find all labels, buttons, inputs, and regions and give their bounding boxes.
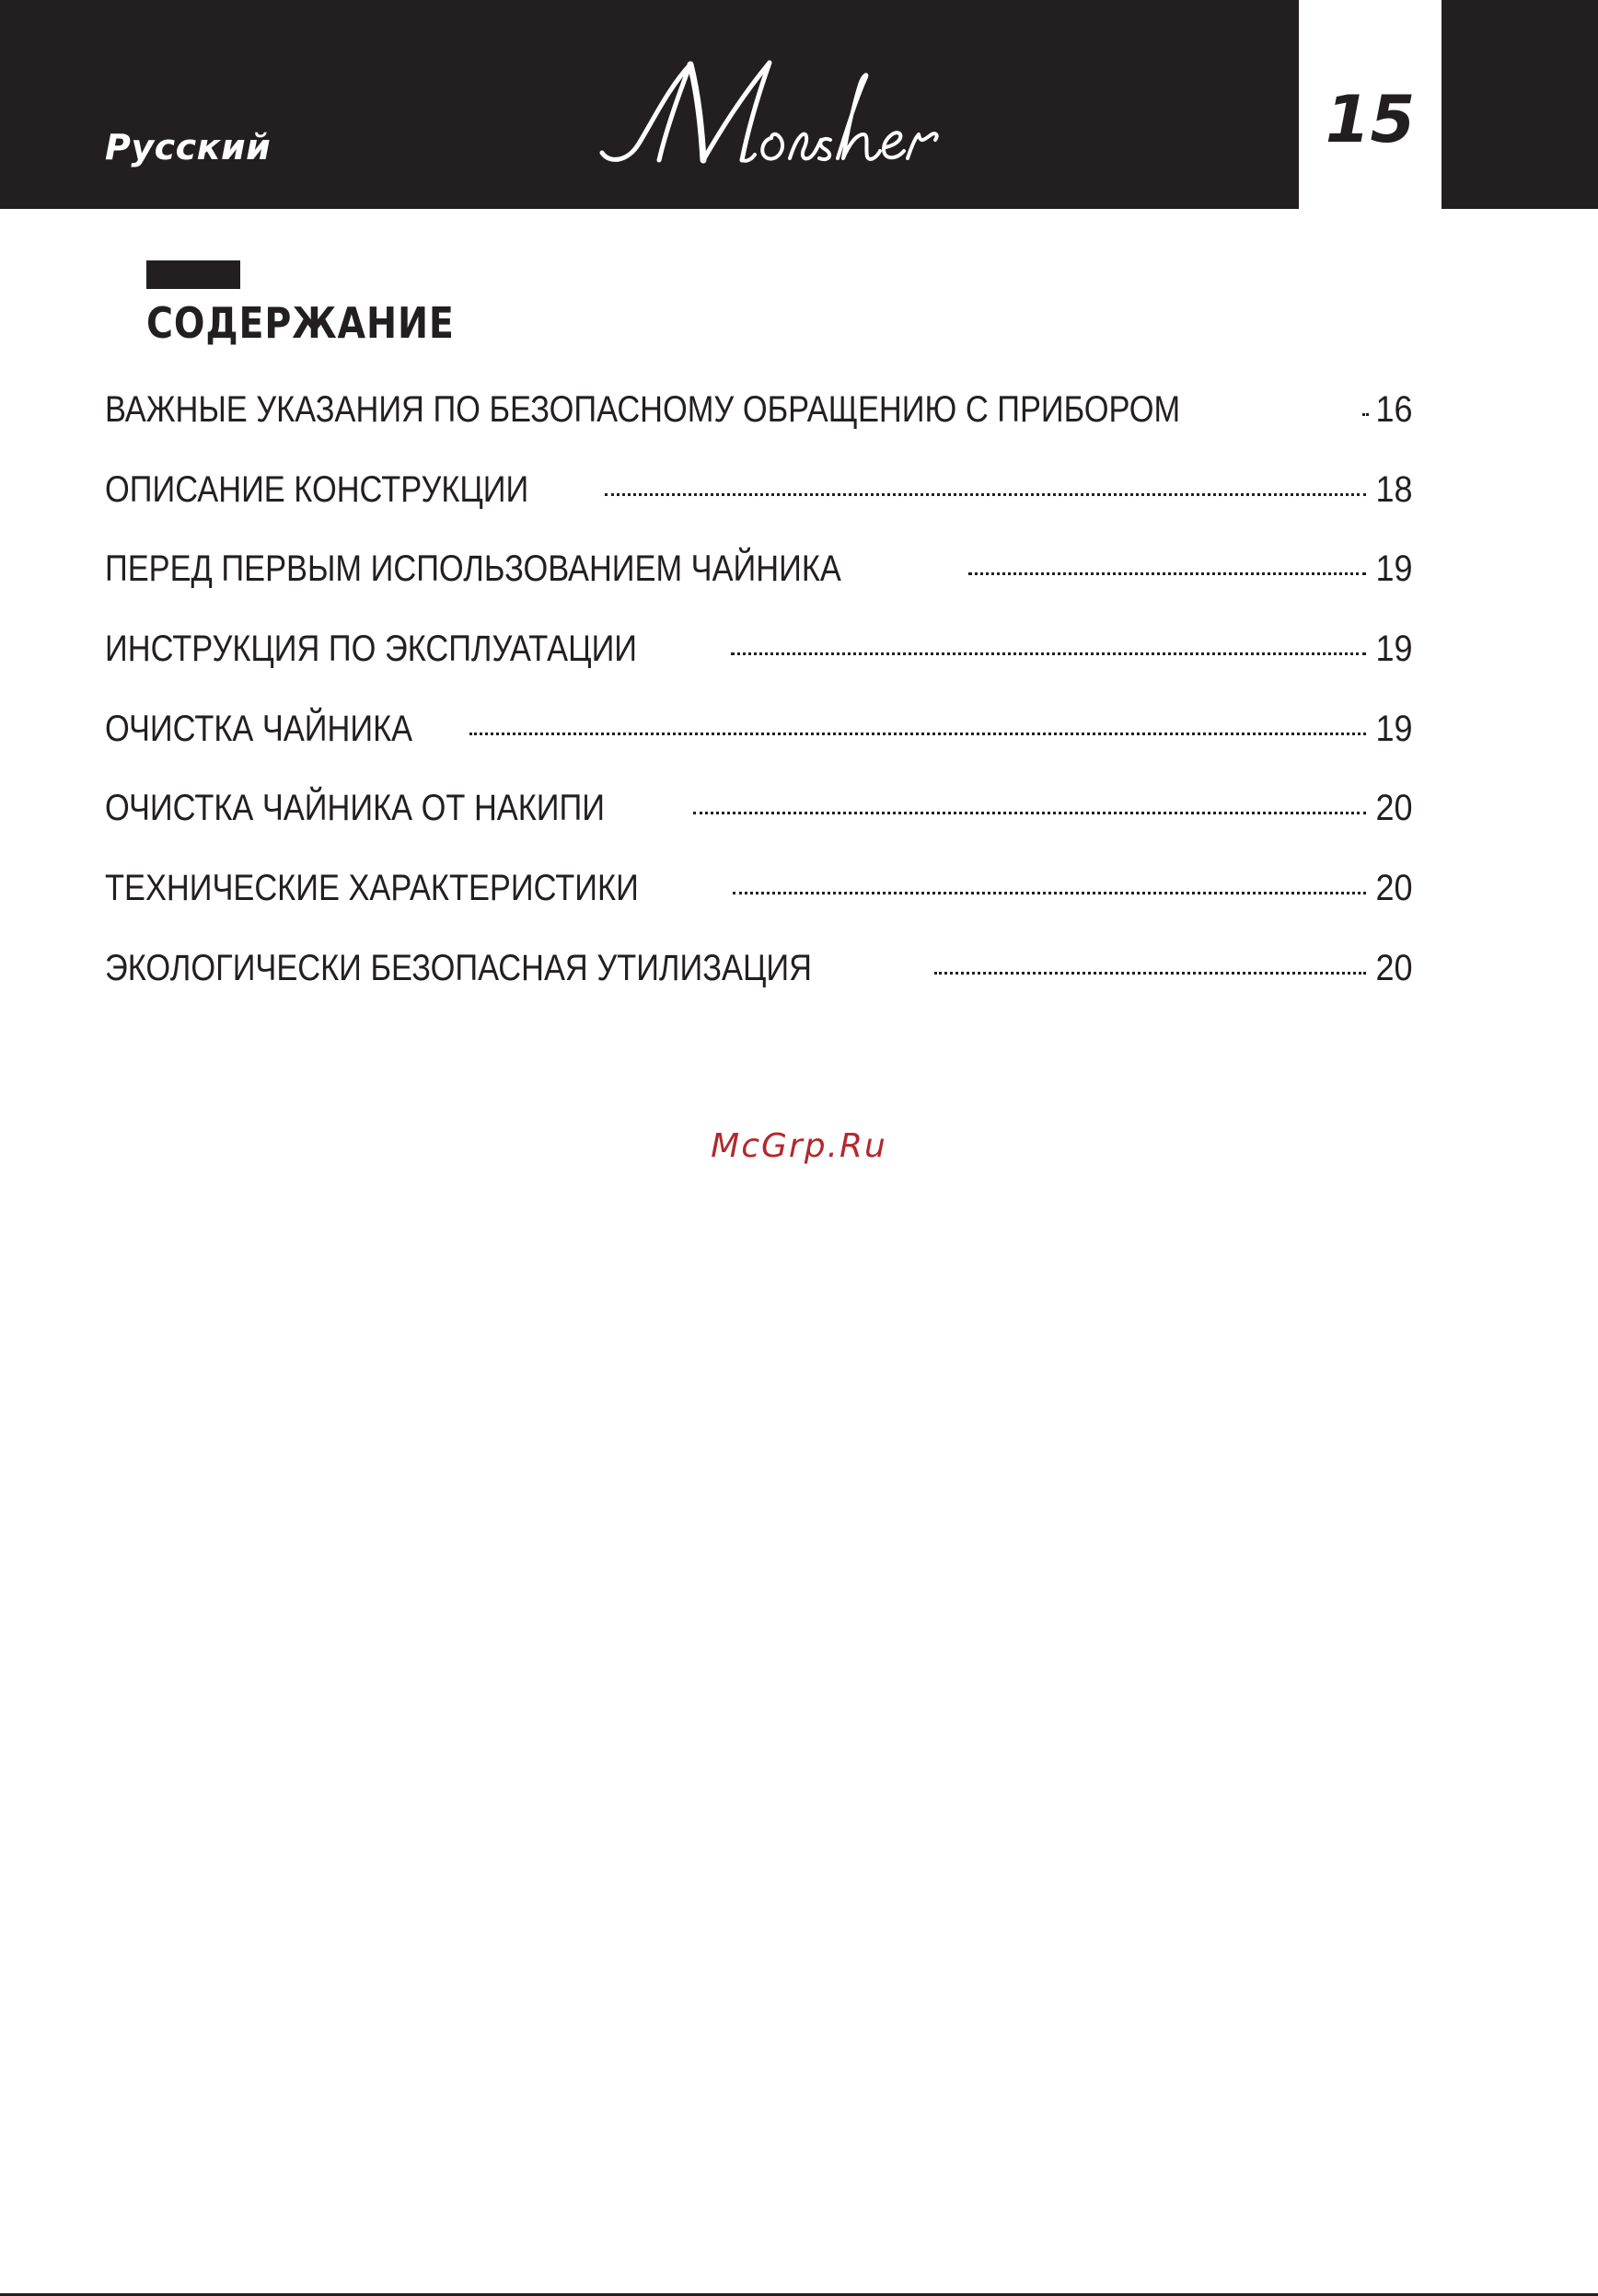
toc-item-page: 19 [1374,708,1412,749]
toc-item-page: 18 [1374,468,1412,510]
toc-title: СОДЕРЖАНИЕ [146,298,455,348]
toc-item[interactable] [105,868,1412,948]
dot-leader [605,493,1365,496]
toc-item[interactable] [105,469,1412,549]
toc-item[interactable] [105,788,1412,868]
brand-logo [589,44,994,182]
toc-item-page: 16 [1374,389,1412,430]
toc-item-page: 20 [1374,868,1412,909]
toc-item[interactable] [105,948,1412,1028]
page-number: 15 [1325,82,1416,157]
page-header [0,0,1598,209]
dot-leader [934,972,1366,975]
toc-item[interactable] [105,548,1412,629]
toc-item-label: ЭКОЛОГИЧЕСКИ БЕЗОПАСНАЯ УТИЛИЗАЦИЯ [105,947,812,988]
toc-list [105,389,1412,1028]
toc-item-label: ОПИСАНИЕ КОНСТРУКЦИИ [105,468,529,510]
toc-item-label: ПЕРЕД ПЕРВЫМ ИСПОЛЬЗОВАНИЕМ ЧАЙНИКА [105,548,841,590]
toc-item-page: 20 [1374,788,1412,829]
toc-item-page: 19 [1374,629,1412,670]
toc-item[interactable] [105,629,1412,709]
section-marker-bar [146,260,240,289]
dot-leader [469,733,1365,735]
dot-leader [693,812,1365,814]
language-label: Русский [105,127,272,167]
toc-item-page: 20 [1374,947,1412,988]
dot-leader [968,572,1365,575]
toc-item-label: ОЧИСТКА ЧАЙНИКА [105,708,413,749]
toc-item-label: ВАЖНЫЕ УКАЗАНИЯ ПО БЕЗОПАСНОМУ ОБРАЩЕНИЮ С ПРИБОРОМ [105,389,1181,430]
dot-leader [1362,413,1365,416]
toc-item[interactable] [105,709,1412,789]
toc-item-label: ИНСТРУКЦИЯ ПО ЭКСПЛУАТАЦИИ [105,629,638,670]
toc-item-label: ТЕХНИЧЕСКИЕ ХАРАКТЕРИСТИКИ [105,868,639,909]
brand-logo-text: Monsher [589,44,593,45]
toc-item-page: 19 [1374,548,1412,590]
dot-leader [733,892,1365,894]
toc-item[interactable] [105,389,1412,469]
toc-item-label: ОЧИСТКА ЧАЙНИКА ОТ НАКИПИ [105,788,605,829]
dot-leader [731,652,1365,655]
header-dark-band-right [1442,0,1598,209]
watermark-text: McGrp.Ru [711,1127,887,1165]
